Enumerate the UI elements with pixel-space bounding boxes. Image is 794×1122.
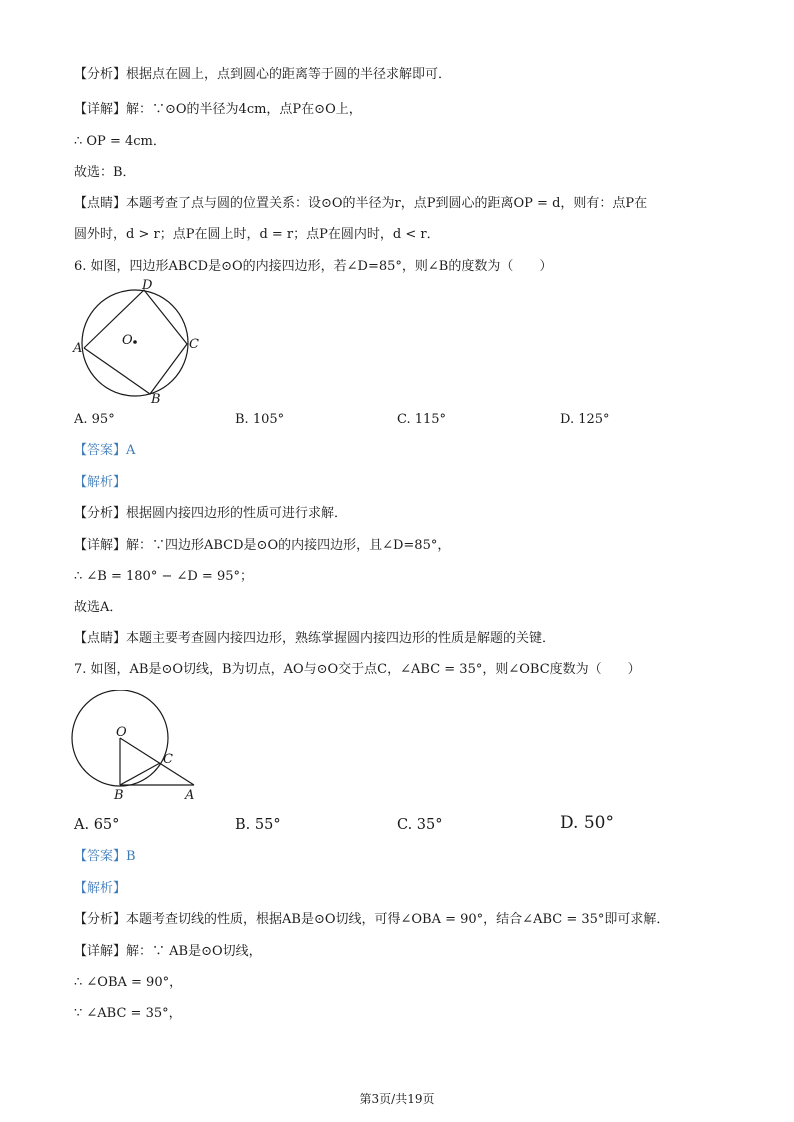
page-footer: 第3页/共19页 bbox=[359, 1092, 435, 1106]
q6-comment: 【点睛】本题主要考查圆内接四边形，熟练掌握圆内接四边形的性质是解题的关键． bbox=[74, 631, 556, 646]
q7-option-d: D. 50° bbox=[560, 813, 614, 833]
prev-analysis: 【分析】根据点在圆上，点到圆心的距离等于圆的半径求解即可． bbox=[74, 67, 452, 82]
q6-label-d: D bbox=[142, 278, 153, 293]
q6-option-b: B. 105° bbox=[235, 412, 285, 427]
q6-label-b: B bbox=[151, 392, 161, 407]
prev-detail: 【详解】解：∵⊙O的半径为4cm，点P在⊙O上， bbox=[74, 102, 362, 117]
q7-label-a: A bbox=[185, 788, 195, 803]
q7-option-c: C. 35° bbox=[397, 817, 443, 833]
prev-step1: ∴ OP = 4cm． bbox=[74, 134, 166, 149]
q7-figure bbox=[66, 690, 206, 804]
prev-choice: 故选：B． bbox=[74, 165, 136, 180]
q6-option-a: A. 95° bbox=[74, 412, 115, 427]
q7-step1: ∴ ∠OBA = 90°， bbox=[74, 975, 183, 990]
q7-step2: ∵ ∠ABC = 35°， bbox=[74, 1006, 182, 1021]
prev-comment-1: 【点睛】本题考查了点与圆的位置关系：设⊙O的半径为r，点P到圆心的距离OP = d，则有：点P在 bbox=[74, 196, 648, 211]
q6-option-c: C. 115° bbox=[397, 412, 447, 427]
q7-option-a: A. 65° bbox=[74, 817, 120, 833]
q6-step1: ∴ ∠B = 180° − ∠D = 95°； bbox=[74, 569, 253, 584]
q7-analysis: 【分析】本题考查切线的性质，根据AB是⊙O切线，可得∠OBA = 90°，结合∠ABC = 35°即可求解． bbox=[74, 912, 670, 927]
q7-label-b: B bbox=[114, 788, 124, 803]
q6-figure bbox=[70, 276, 210, 408]
prev-comment-2: 圆外时，d > r；点P在圆上时，d = r；点P在圆内时，d < r． bbox=[74, 227, 440, 242]
q6-label-a: A bbox=[73, 341, 83, 356]
q7-label-o: O bbox=[116, 725, 127, 740]
q6-jiexi: 【解析】 bbox=[74, 475, 127, 490]
q6-label-o: O bbox=[122, 333, 133, 348]
q7-stem: 7. 如图，AB是⊙O切线，B为切点，AO与⊙O交于点C，∠ABC = 35°，则∠OBC度数为（ ） bbox=[74, 662, 641, 677]
q7-jiexi: 【解析】 bbox=[74, 881, 127, 896]
q6-stem: 6. 如图，四边形ABCD是⊙O的内接四边形，若∠D=85°，则∠B的度数为（ ） bbox=[74, 259, 553, 274]
q6-answer: 【答案】A bbox=[74, 443, 136, 458]
q7-answer: 【答案】B bbox=[74, 849, 136, 864]
q6-choice: 故选A． bbox=[74, 600, 123, 615]
q6-detail: 【详解】解：∵四边形ABCD是⊙O的内接四边形，且∠D=85°， bbox=[74, 538, 451, 553]
q6-analysis: 【分析】根据圆内接四边形的性质可进行求解． bbox=[74, 506, 348, 521]
q7-detail: 【详解】解：∵ AB是⊙O切线， bbox=[74, 944, 262, 959]
q6-label-c: C bbox=[189, 337, 199, 352]
q7-label-c: C bbox=[163, 752, 173, 767]
q7-option-b: B. 55° bbox=[235, 817, 281, 833]
q6-option-d: D. 125° bbox=[560, 412, 610, 427]
